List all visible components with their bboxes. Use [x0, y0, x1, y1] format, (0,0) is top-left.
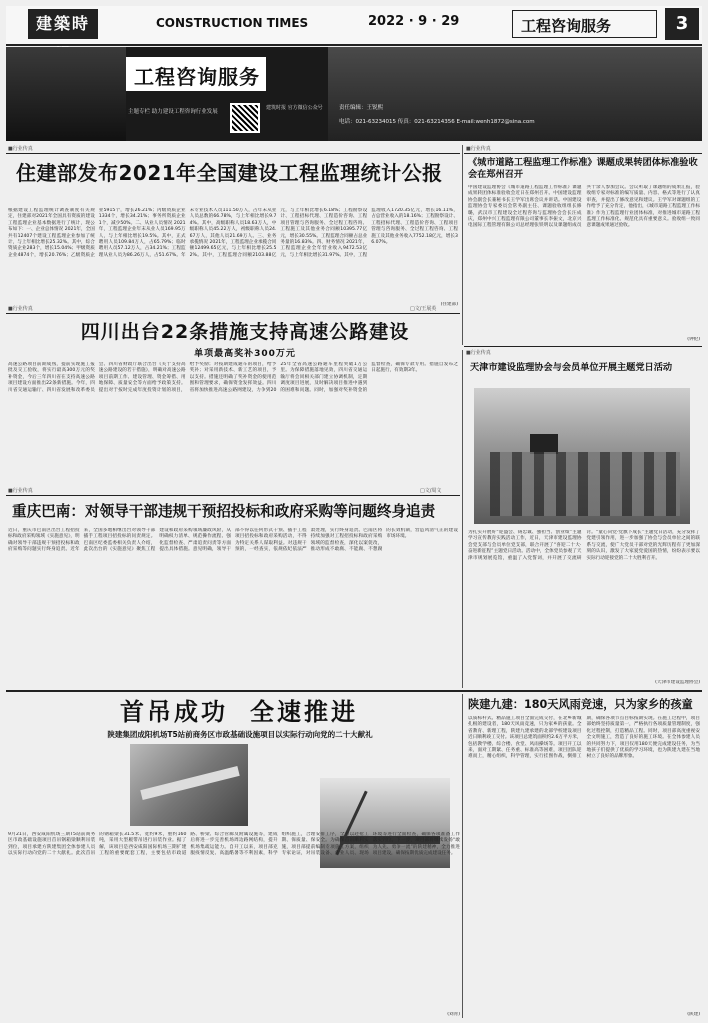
article4-divider — [462, 350, 463, 688]
masthead — [6, 6, 702, 44]
lower-section-rule — [6, 690, 702, 692]
article2-top-rule — [464, 153, 702, 154]
masthead-rule — [6, 44, 702, 46]
column-banner — [6, 47, 702, 141]
article5-body: 近日，重庆市巴南区出台工程招投标和政府采购领域《实施意见》，明确对领导干部违规干预招投标和政府采购等问题实行终身追责。近年来，全国多地相继出台对领导干部插手工程项目招投标的问责规定。巴南区纪委监委相关负责人介绍，此次出台的《实施意见》聚焦工程建设和政府采购领域廉政风险，从明确权力清单、规范操作流程、强化监督检查、严肃追责问责等方面提出具体措施。意见明确，领导干部不得以任何形式干预、插手工程项目招投标和政府采购活动，不得为特定关系人谋取利益。对违规干预的，一经查实，依规依纪依法严肃处理，实行终身追责。巴南区将持续加强对工程招投标和政府采购领域的监督检查，深化以案促改，推动形成不敢腐、不能腐、不想腐的长效机制，营造风清气正的建设市场环境。 — [8, 528, 458, 553]
qr-caption: 建筑时报 官方微信公众号 — [266, 105, 323, 111]
article4-footer: (天津市建设监理协会) — [655, 680, 700, 685]
article4-body: 为扎实开展好“迎盛会、铸忠诚、强担当、创业绩”主题学习宣传教育实践活动工作，近日，天津市建设监理协会党支部与会员单位党支部，联合开展了“喜迎二十大·奋进新征程”主题党日活动。活动中，全体党员参观了天津市规划展览馆，重温了入党誓词，并开展了交流研讨。“童心向党·党旗下成长”主题党日活动，充分发挥了党建引领作用，进一步加强了协会与会员单位之间的联系与交流，使广大党员干部对党的光辉历程有了更加深刻的认识，激发了大家爱党爱国的热情，纷纷表示要以实际行动迎接党的二十大胜利召开。 — [468, 530, 700, 561]
article7-footer: (陕建) — [687, 1012, 700, 1017]
qr-code — [230, 103, 260, 133]
masthead-logo-text: 建築時 — [35, 14, 90, 33]
article3-body: 高速公路项目前期成熟，提前实现施工报批及交工验收，将实行最高300万元的奖补资金，今后三年四川省在支持高速公路项目建设方面推出22条新措施。今年，四川省交通运输厅、四川省发展和改革委员会、四川省财政厅联合出台《关于支持高速公路建设的若干措施》，明确对高速公路项目前期工作、建设管理、资金筹措、用地保障、质量安全等方面给予政策支持。提出对于按时完成年度投资计划的项目，给予奖励；对按期建成通车的项目，给予奖补；对采用新技术、新工艺的项目，予以支持。措施还明确了奖补资金的使用范围和管理要求，确保资金发挥效益。四川省将加快推进高速公路网建设，力争到2025年全省高速公路通车里程突破1万公里。为保障措施落地见效，四川省交通运输厅将会同相关部门建立协调机制，定期调度项目进展，及时解决项目推进中遇到的困难和问题。同时，加强对奖补资金的监督检查，确保专款专用。措施自发布之日起施行，有效期3年。 — [8, 362, 458, 393]
article2-headline: 《城市道路工程监理工作标准》课题成果转团体标准验收会在郑州召开 — [468, 157, 698, 180]
banner-editor: 责任编辑：王锐熙 — [339, 105, 384, 111]
article6-headline-b: 全速推进 — [250, 698, 358, 726]
article4-photo — [474, 388, 690, 524]
article6-headline-a: 首吊成功 — [120, 698, 228, 726]
article1-headline: 住建部发布2021年全国建设工程监理统计公报 — [16, 161, 443, 185]
article4-section-label: ■行业传真 — [466, 350, 491, 356]
article3-headline: 四川出台22条措施支持高速公路建设 — [80, 321, 410, 343]
article2-body: 中国建设监理协会《城市道路工程监理工作标准》课题成果转团体标准验收会近日在郑州召开。中国建设监理协会副会长兼秘书长王学军出席会议并讲话。中国建设监理协会专家委员会常务副主任、课题验收组组长修璐，武汉市工程建设全过程咨询与监理协会会长汪成庆，郑州中兴工程监理有限公司董事长李振文，北京兴电国际工程管理有限公司总经理张铁明以及课题组成员共十余人参加会议。会议听取了课题组的成果汇报，验收组专家对标准的编写质量、内容、格式等进行了认真审查，并提出了修改意见和建议。王学军对课题组的工作给予了充分肯定，他指出，《城市道路工程监理工作标准》作为工程监理行业团体标准，对推进城市道路工程监理工作标准化、规范化具有重要意义。验收组一致同意课题成果通过验收。 — [468, 185, 700, 229]
banner-photo-left — [6, 47, 126, 141]
article1-body: 根据建设工程监理统计调查制度有关规定，住建部对2021年全国具有资质的建设工程监理企业基本数据进行了统计，现公布如下：一、企业总体情况 2021年，全国共有12407个建设工程监理企业参加了统计，与上年相比增长25.32%。其中，综合资质企业283个，增长15.04%；甲级资质企业4874个，增长20.76%；乙级资质企业5915个，增长26.21%；丙级资质企业1334个，增长34.21%；事务所资质企业1个，减少50%。二、从业人员情况 2021年，工程监理企业年末从业人员169.95万人，与上年相比增长19.5%。其中，正式聘用人员109.84万人，占65.79%；临时聘用人员57.12万人，占34.21%；工程监理从业人员为86.26万人，占51.67%。年末专业技术人员111.50万人，占年末从业人员总数的66.78%，与上年相比增长9.74%。其中，高级职称人员18.63万人，中级职称人员45.22万人，初级职称人员24.67万人，其他人员21.69万人。三、业务承揽情况 2021年，工程监理企业承揽合同额12499.65亿元，与上年相比增长25.52%。其中，工程监理合同额2103.88亿元，与上年相比增长6.18%；工程勘察设计、工程招标代理、工程造价咨询、工程项目管理与咨询服务、全过程工程咨询、工程施工及其他业务合同额10395.77亿元，增长30.55%。工程监理合同额占总业务量的16.83%。四、财务情况 2021年，工程监理企业全年营业收入9472.53亿元，与上年相比增长31.97%。其中，工程监理收入1720.35亿元，增长16.11%，占总营业收入的18.16%；工程勘察设计、工程招标代理、工程造价咨询、工程项目管理与咨询服务、全过程工程咨询、工程施工及其他业务收入7752.18亿元，增长36.07%。 — [8, 208, 458, 258]
party-flag — [530, 434, 558, 454]
article2-footer: (钟伦) — [687, 337, 700, 342]
banner-title: 工程咨询服务 — [134, 65, 260, 89]
issue-date: 2022 · 9 · 29 — [368, 14, 460, 29]
article4-headline: 天津市建设监理协会与会员单位开展主题党日活动 — [470, 362, 673, 373]
section-name: 工程咨询服务 — [521, 17, 612, 35]
article3-section-label: ■行业传真 — [8, 306, 33, 312]
page-number: 3 — [665, 8, 699, 40]
banner-tagline: 主题专栏 助力建设工程咨询行业发展 — [128, 109, 218, 115]
article5-top-rule — [6, 495, 460, 496]
article1-top-rule — [6, 153, 460, 154]
article5-headline: 重庆巴南：对领导干部违规干预招投标和政府采购等问题终身追责 — [12, 503, 436, 520]
article6-footer: (刘青) — [447, 1012, 460, 1017]
article5-byline: □文/周文 — [420, 488, 442, 494]
article3-top-rule — [6, 313, 460, 314]
article2-section-label: ■行业传真 — [466, 146, 491, 152]
article7-headline: 陕建九建：180天风雨竞速，只为家乡的孩童 — [468, 698, 693, 711]
article7-divider — [462, 694, 463, 1018]
article3-subhead: 单项最高奖补300万元 — [194, 349, 296, 359]
masthead-logo — [28, 9, 98, 39]
article3-byline: □文/王展英 — [410, 306, 437, 312]
banner-info-bar — [328, 47, 702, 141]
article6-body: 9月21日，西安咸阳机场三期T5站前商务区市政基础设施项目首吊钢箱梁顺利吊装到位，项目承建方陕建集团全体参建人员以实际行动向党的二十大献礼。此次首吊的钢箱梁长31.5米、宽约9米，重约160吨，采用大型履带吊进行吊装作业。据了解，该项目是西安咸阳国际机场三期扩建工程的重要配套工程，主要包括市政道路、桥梁、综合管廊及附属设施等，建成后将进一步完善机场周边路网结构，提升机场集疏运能力。自开工以来，项目部克服疫情反复、高温酷暑等不利因素，科学组织施工，合理安排工序，全力以赴抢工期、保质量、保安全。为确保首吊顺利实施，项目部提前编制专项施工方案，组织专家论证，对吊装设备、作业人员、现场环境等进行全面检查，确保各项准备工作落实到位。下一步，项目部将继续发扬“敢为人先、勇争一流”的陕建精神，全力推进项目建设，确保按期优质完成建设任务。 — [8, 832, 460, 857]
road-shape — [140, 766, 239, 800]
group-of-people — [490, 452, 680, 516]
section-name-box — [512, 10, 657, 38]
article1-footer: (住建部) — [440, 302, 458, 307]
article2-bottom-rule — [464, 346, 702, 347]
banner-title-box — [126, 57, 266, 91]
article7-body: 以质标杆式、精品施工项目全面完成交付，在北乡新城扎根的建设者，180天风雨竞速，只为家乡的孩童。全省教育、新理工程，陕建九建承建的北部学校建设项目近日顺利竣工交付。该项目总建筑面积约2.6万平方米，包括教学楼、综合楼、食堂、风雨操场等。项目开工以来，面对工期紧、任务重、标准高等困难，项目团队迎难而上，精心组织，科学管理，实行挂图作战，倒排工期，确保各项节点目标按期实现。在施工过程中，项目部始终坚持质量第一，严格执行各项质量管理制度，强化过程控制，打造精品工程。同时，项目部高度重视安全文明施工，营造了良好的施工环境。在全体参建人员的共同努力下，项目仅用180天便完成建设任务，为当地孩子们提供了优质的学习环境，也为陕建九建在当地树立了良好的品牌形象。 — [468, 716, 700, 760]
article5-section-label: ■行业传真 — [8, 488, 33, 494]
article2-divider — [462, 145, 463, 345]
paper-name: CONSTRUCTION TIMES — [156, 16, 309, 30]
article6-subhead: 陕建集团成阳机场T5站前商务区市政基础设施项目以实际行动向党的二十大献礼 — [107, 730, 373, 739]
article6-photo-aerial — [130, 744, 248, 826]
banner-contact: 电话：021-63234015 传真：021-63214356 E-mail:wenh1872@sina.com — [339, 119, 535, 125]
article1-section-label: ■行业传真 — [8, 146, 33, 152]
